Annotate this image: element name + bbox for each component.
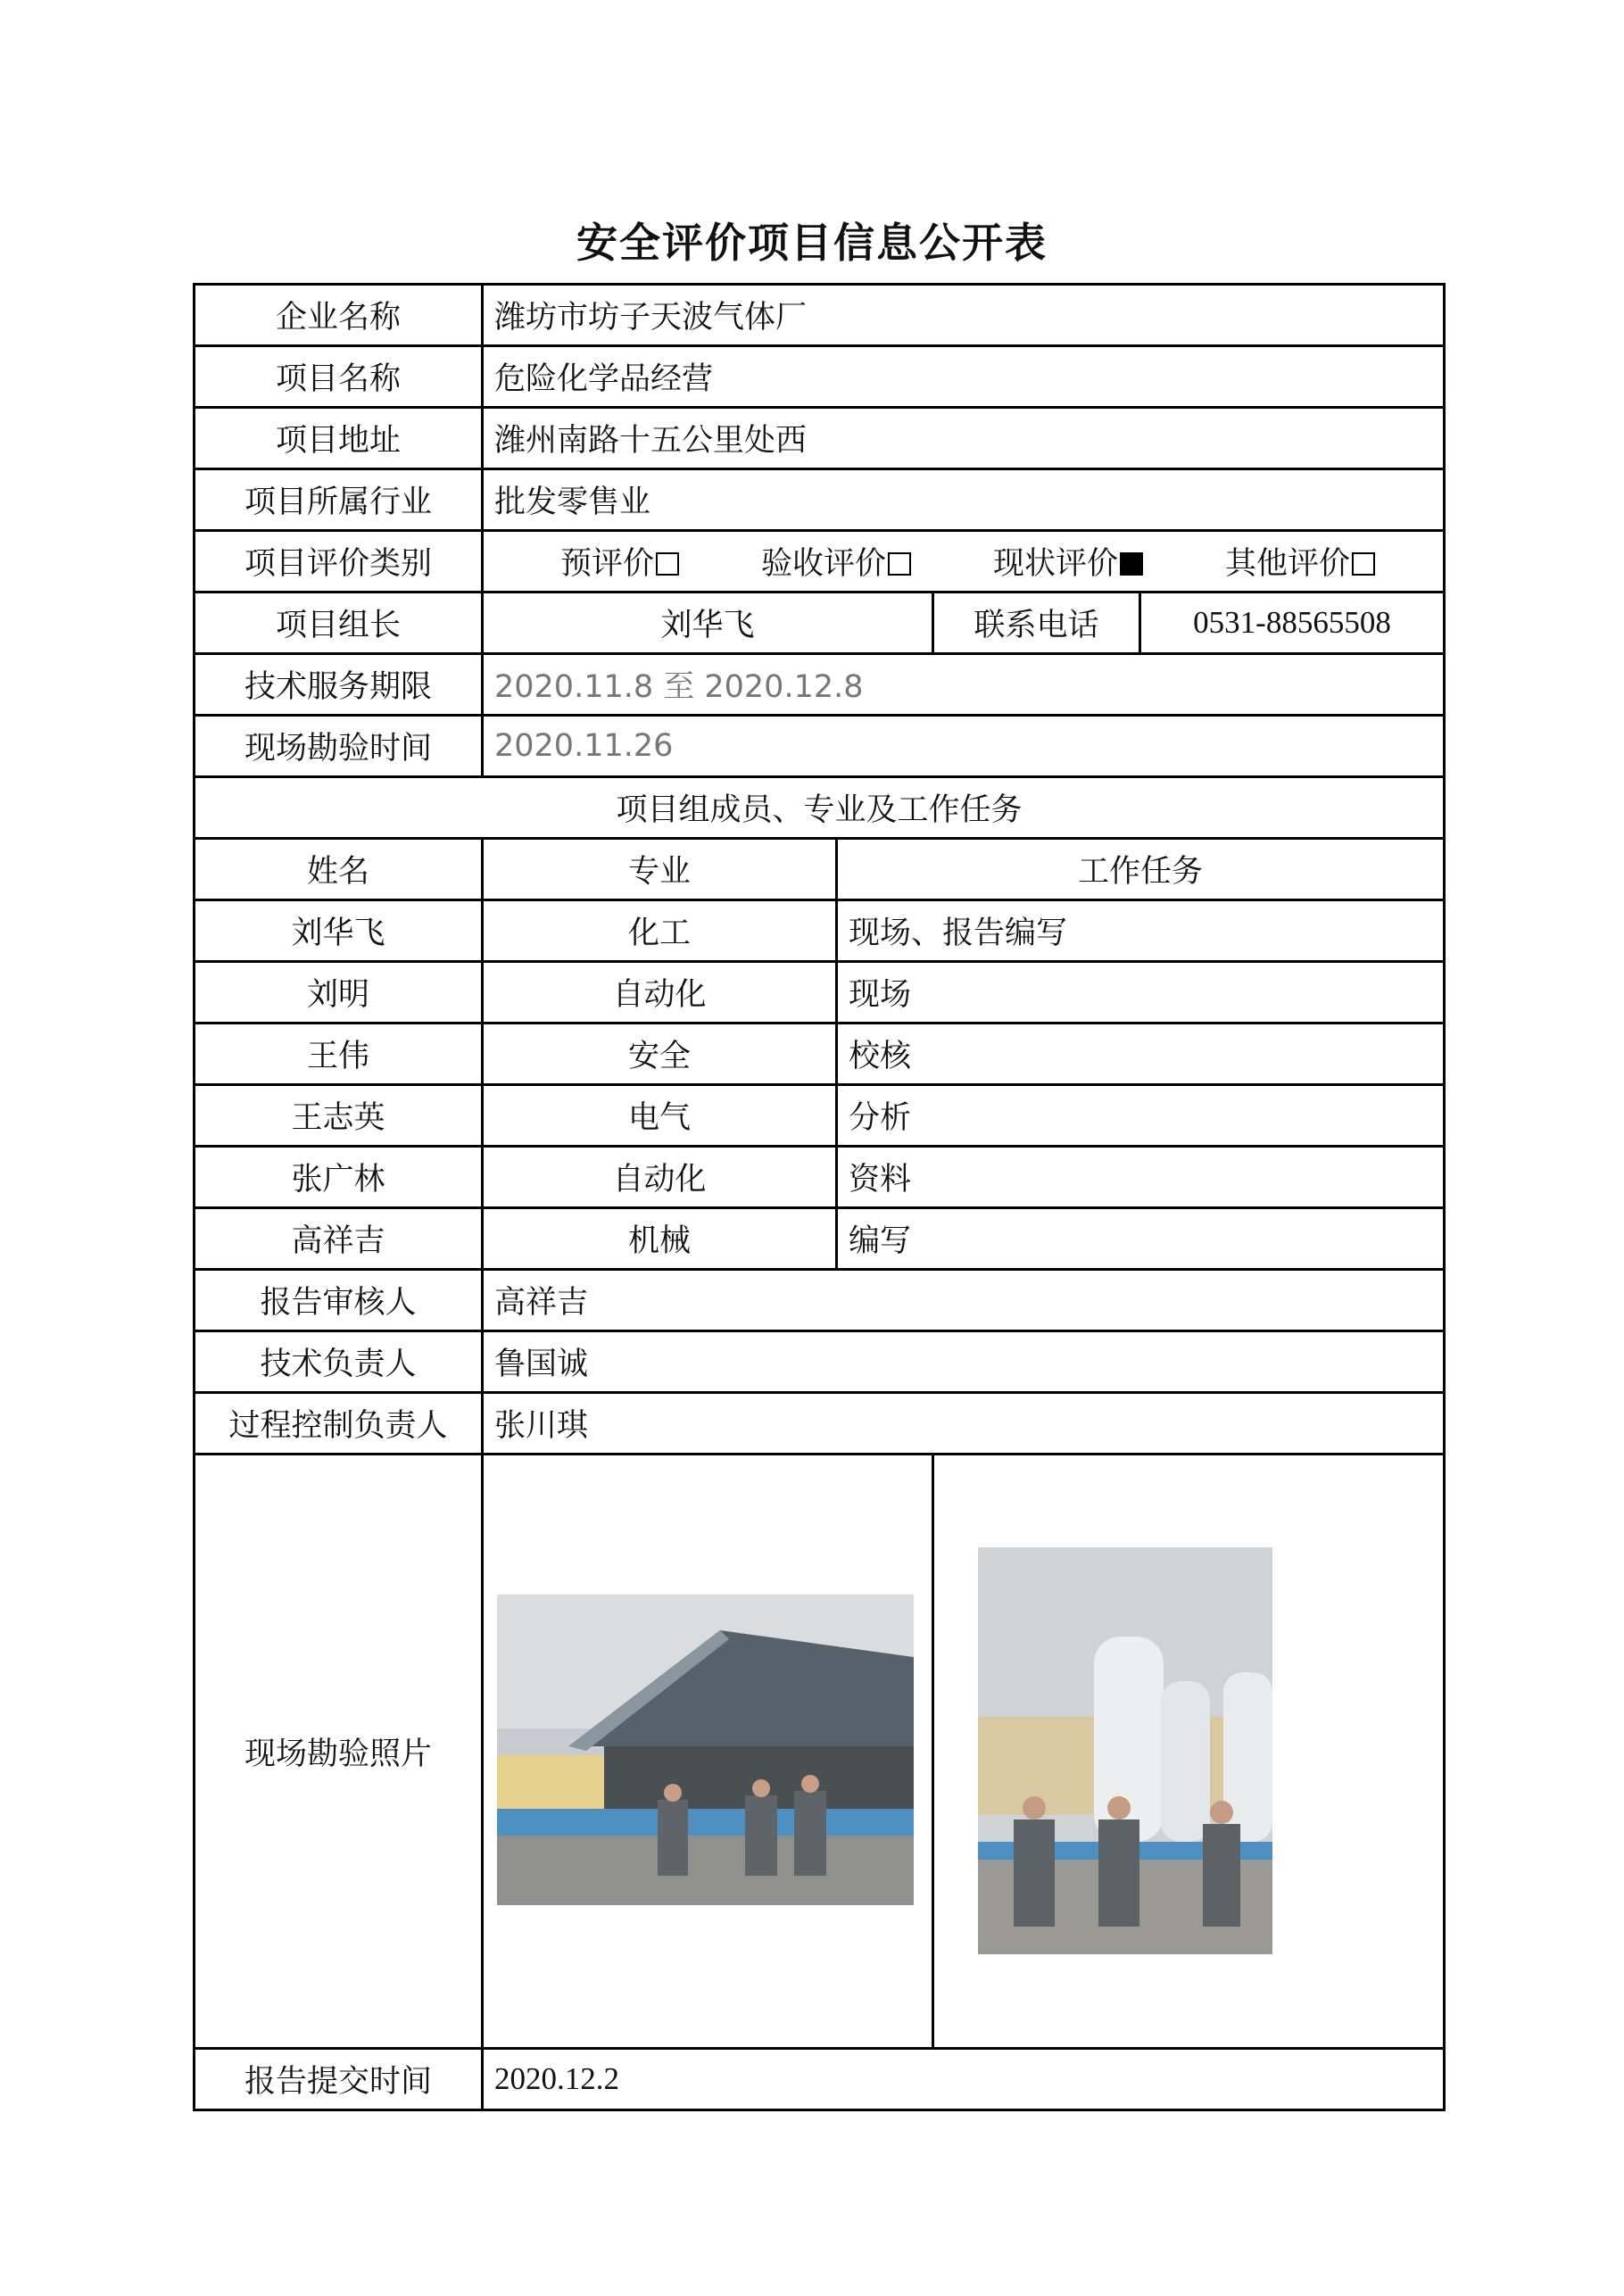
member-major: 化工 <box>483 900 837 962</box>
row-address <box>195 408 1445 469</box>
checkbox-icon <box>656 552 679 576</box>
member-task: 现场、报告编写 <box>837 900 1445 962</box>
address-value: 潍州南路十五公里处西 <box>483 408 1445 469</box>
company-label: 企业名称 <box>195 285 483 346</box>
row-reviewer <box>195 1270 1445 1331</box>
category-options <box>483 531 1445 593</box>
row-industry <box>195 469 1445 531</box>
reviewer-label: 报告审核人 <box>195 1270 483 1331</box>
member-name: 刘华飞 <box>195 900 483 962</box>
leader-label: 项目组长 <box>195 593 483 654</box>
member-name: 张广林 <box>195 1147 483 1208</box>
address-label: 项目地址 <box>195 408 483 469</box>
project-value: 危险化学品经营 <box>483 346 1445 408</box>
column-header-name: 姓名 <box>195 839 483 900</box>
row-submit-time <box>195 2049 1445 2110</box>
project-label: 项目名称 <box>195 346 483 408</box>
photos-label: 现场勘验照片 <box>195 1455 483 2049</box>
process-lead-value: 张川琪 <box>483 1393 1445 1455</box>
member-major: 安全 <box>483 1024 837 1085</box>
submit-time-label: 报告提交时间 <box>195 2049 483 2110</box>
service-period-label: 技术服务期限 <box>195 654 483 716</box>
table-row <box>195 962 1445 1024</box>
site-photo-tanks <box>978 1547 1272 1954</box>
row-leader <box>195 593 1445 654</box>
process-lead-label: 过程控制负责人 <box>195 1393 483 1455</box>
row-survey-time <box>195 716 1445 777</box>
page-title: 安全评价项目信息公开表 <box>576 219 1048 267</box>
member-task: 现场 <box>837 962 1445 1024</box>
category-label: 项目评价类别 <box>195 531 483 593</box>
category-option: 现状评价 <box>993 539 1143 584</box>
industry-label: 项目所属行业 <box>195 469 483 531</box>
row-project <box>195 346 1445 408</box>
member-name: 高祥吉 <box>195 1208 483 1270</box>
table-row <box>195 900 1445 962</box>
table-row <box>195 1085 1445 1147</box>
leader-value: 刘华飞 <box>483 593 933 654</box>
category-option: 其他评价 <box>1225 539 1375 584</box>
survey-time-label: 现场勘验时间 <box>195 716 483 777</box>
row-process-lead <box>195 1393 1445 1455</box>
category-option: 预评价 <box>560 539 679 584</box>
reviewer-value: 高祥吉 <box>483 1270 1445 1331</box>
member-name: 王志英 <box>195 1085 483 1147</box>
member-task: 编写 <box>837 1208 1445 1270</box>
member-major: 机械 <box>483 1208 837 1270</box>
row-members-header <box>195 777 1445 839</box>
phone-value: 0531-88565508 <box>1140 593 1445 654</box>
site-photo-warehouse <box>497 1595 914 1905</box>
tech-lead-label: 技术负责人 <box>195 1331 483 1393</box>
column-header-task: 工作任务 <box>837 839 1445 900</box>
row-category <box>195 531 1445 593</box>
checkbox-icon <box>1120 552 1143 576</box>
checkbox-icon <box>1352 552 1375 576</box>
service-period-value: 2020.11.8 至 2020.12.8 <box>483 654 1445 716</box>
company-value: 潍坊市坊子天波气体厂 <box>483 285 1445 346</box>
checkbox-icon <box>888 552 911 576</box>
photo-cell-1 <box>483 1455 933 2049</box>
table-row <box>195 1024 1445 1085</box>
row-service-period <box>195 654 1445 716</box>
members-column-headers <box>195 839 1445 900</box>
phone-label: 联系电话 <box>933 593 1140 654</box>
member-name: 王伟 <box>195 1024 483 1085</box>
table-row <box>195 1147 1445 1208</box>
member-task: 资料 <box>837 1147 1445 1208</box>
row-company <box>195 285 1445 346</box>
member-major: 自动化 <box>483 962 837 1024</box>
tech-lead-value: 鲁国诚 <box>483 1331 1445 1393</box>
member-major: 自动化 <box>483 1147 837 1208</box>
member-task: 校核 <box>837 1024 1445 1085</box>
industry-value: 批发零售业 <box>483 469 1445 531</box>
member-task: 分析 <box>837 1085 1445 1147</box>
column-header-major: 专业 <box>483 839 837 900</box>
members-header: 项目组成员、专业及工作任务 <box>195 777 1445 839</box>
info-table <box>193 283 1446 2111</box>
member-name: 刘明 <box>195 962 483 1024</box>
row-tech-lead <box>195 1331 1445 1393</box>
category-option: 验收评价 <box>761 539 911 584</box>
table-row <box>195 1208 1445 1270</box>
submit-time-value: 2020.12.2 <box>483 2049 1445 2110</box>
member-major: 电气 <box>483 1085 837 1147</box>
survey-time-value: 2020.11.26 <box>483 716 1445 777</box>
row-photos <box>195 1455 1445 2049</box>
photo-cell-2 <box>933 1455 1445 2049</box>
